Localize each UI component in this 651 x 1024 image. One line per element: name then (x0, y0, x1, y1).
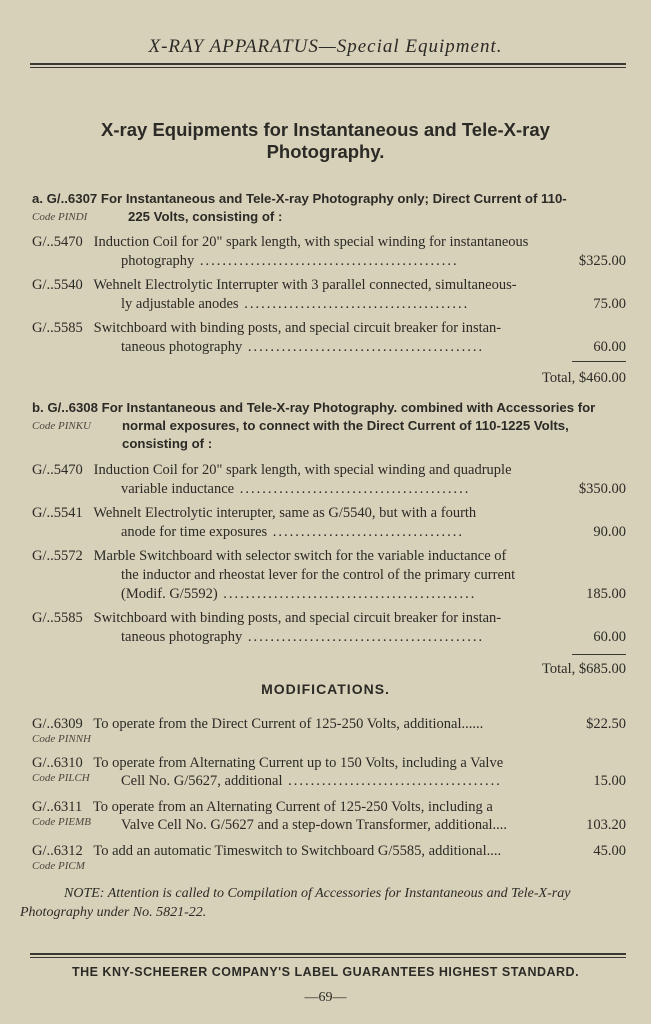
section-a-item-2-desc: Wehnelt Electrolytic Interrupter with 3 parallel connected, simultaneous- (93, 277, 517, 293)
modification-2-number: G/..6310 (32, 755, 83, 771)
section-b-item-1-desc: Induction Coil for 20" spark length, with special winding and quadruple (93, 462, 512, 478)
modification-1-number: G/..6309 (32, 716, 83, 732)
modification-4-price: 45.00 (593, 843, 626, 859)
section-b-heading-line1: b. G/..6308 For Instantaneous and Tele-X-ray Photography. combined with Accessories for (32, 400, 596, 415)
section-a-item-3-desc-cont: taneous photography (121, 339, 243, 355)
section-b-heading-line3: consisting of : (122, 436, 213, 451)
modification-2-line1 (32, 754, 503, 772)
section-a-item-3-price: 60.00 (593, 339, 626, 355)
modification-3-price: 103.20 (586, 817, 626, 833)
section-a-item-2-line1 (32, 276, 517, 294)
modification-2-price: 15.00 (593, 773, 626, 789)
modification-3-line2: Valve Cell No. G/5627 and a step-down Transformer, additional.... (121, 817, 508, 833)
section-b-item-4-price: 60.00 (593, 629, 626, 645)
section-a-item-2-line2: ly adjustable anodes ........................................ (121, 296, 470, 312)
section-a-item-1-line1 (32, 233, 528, 251)
section-a-item-1-line2: photography .............................................. (121, 253, 459, 269)
modification-4-code: Code PICM (32, 860, 85, 872)
section-a-total-rule (572, 361, 626, 362)
section-a-total: Total, $460.00 (542, 370, 626, 386)
section-a-item-3-desc: Switchboard with binding posts, and special circuit breaker for instan- (93, 320, 502, 336)
section-b-item-1-line1 (32, 461, 512, 479)
section-b-total-rule (572, 654, 626, 655)
section-b-item-3-line1 (32, 547, 506, 565)
modification-1-price: $22.50 (586, 716, 626, 732)
modification-3-desc: To operate from an Alternating Current of 125-250 Volts, including a (92, 799, 493, 815)
modification-1-desc: To operate from the Direct Current of 125-250 Volts, additional...... (93, 716, 484, 732)
modification-2-desc-cont: Cell No. G/5627, additional (121, 773, 283, 789)
section-b-item-4-number: G/..5585 (32, 610, 83, 626)
note-text: NOTE: Attention is called to Compilation of Accessories for Instantaneous and Tele-X-ray Photography under No. 5821-22. (20, 886, 571, 920)
page-number: —69— (304, 990, 347, 1005)
section-b-code: Code PINKU (32, 420, 91, 432)
section-a-item-1-number: G/..5470 (32, 234, 83, 250)
modification-3-code: Code PIEMB (32, 816, 91, 828)
section-a-item-1-desc: Induction Coil for 20" spark length, with special winding for instantaneous (93, 234, 529, 250)
section-b-item-3-desc: Marble Switchboard with selector switch for the variable inductance of (93, 548, 507, 564)
section-a-item-2-number: G/..5540 (32, 277, 83, 293)
section-b-item-3-line2: (Modif. G/5592) ............................................. (121, 586, 477, 602)
section-a-item-2-desc-cont: ly adjustable anodes (121, 296, 239, 312)
section-b-heading (32, 399, 626, 453)
section-b-item-4-desc: Switchboard with binding posts, and special circuit breaker for instan- (93, 610, 502, 626)
section-b-item-3-line1b: the inductor and rheostat lever for the control of the primary current (121, 567, 516, 583)
modification-4-desc: To add an automatic Timeswitch to Switchboard G/5585, additional.... (93, 843, 502, 859)
section-b-item-3-price: 185.00 (586, 586, 626, 602)
modification-2-line2: Cell No. G/5627, additional ...................................... (121, 773, 502, 789)
section-a-item-1-price: $325.00 (578, 253, 626, 269)
section-a-heading (32, 190, 626, 226)
modification-4-number: G/..6312 (32, 843, 83, 859)
section-b-item-1-line2: variable inductance ......................................... (121, 481, 471, 497)
modification-2-desc: To operate from Alternating Current up to 150 Volts, including a Valve (93, 755, 504, 771)
modification-3-number: G/..6311 (32, 799, 83, 815)
section-a-item-1-desc-cont: photography (121, 253, 195, 269)
section-b-item-4-desc-cont: taneous photography (121, 629, 243, 645)
section-b-item-3-desc-cont: (Modif. G/5592) (121, 586, 218, 602)
section-b-item-4-line2: taneous photography .......................................... (121, 629, 485, 645)
modification-1-code: Code PINNH (32, 733, 91, 745)
footer-rule (30, 953, 626, 958)
modification-3-line1 (32, 798, 493, 816)
section-a-code: Code PINDI (32, 211, 88, 223)
section-a-heading-line2: 225 Volts, consisting of : (128, 209, 283, 224)
modifications-title: MODIFICATIONS. (261, 681, 390, 697)
footer-guarantee-text: THE KNY-SCHEERER COMPANY'S LABEL GUARANTEES HIGHEST STANDARD. (71, 965, 580, 979)
section-a-item-3-number: G/..5585 (32, 320, 83, 336)
section-a-item-3-line2: taneous photography .......................................... (121, 339, 485, 355)
section-a-item-2-price: 75.00 (593, 296, 626, 312)
section-b-item-2-line1 (32, 504, 476, 522)
modification-4-line1 (32, 842, 501, 860)
section-b-item-4-line1 (32, 609, 501, 627)
section-a-item-3-line1 (32, 319, 501, 337)
section-a-heading-line1: a. G/..6307 For Instantaneous and Tele-X-ray Photography only; Direct Current of 110- (32, 191, 567, 206)
header-rule (30, 63, 626, 68)
section-b-item-2-line2: anode for time exposures .................................. (121, 524, 465, 540)
section-b-heading-line2: normal exposures, to connect with the Direct Current of 110-1225 Volts, (122, 418, 569, 433)
section-b-item-3-number: G/..5572 (32, 548, 83, 564)
section-b-item-1-price: $350.00 (578, 481, 626, 497)
modification-1-line1 (32, 715, 483, 733)
section-b-item-1-number: G/..5470 (32, 462, 83, 478)
main-title: X-ray Equipments for Instantaneous and Tele-X-ray Photography. (101, 119, 550, 162)
section-b-total: Total, $685.00 (542, 661, 626, 677)
section-b-item-1-desc-cont: variable inductance (121, 481, 235, 497)
section-b-item-2-number: G/..5541 (32, 505, 83, 521)
page-header-title: X-RAY APPARATUS—Special Equipment. (148, 36, 503, 57)
modification-2-code: Code PILCH (32, 772, 90, 784)
section-b-item-2-price: 90.00 (593, 524, 626, 540)
section-b-item-2-desc: Wehnelt Electrolytic interupter, same as G/5540, but with a fourth (93, 505, 477, 521)
section-b-item-2-desc-cont: anode for time exposures (121, 524, 268, 540)
